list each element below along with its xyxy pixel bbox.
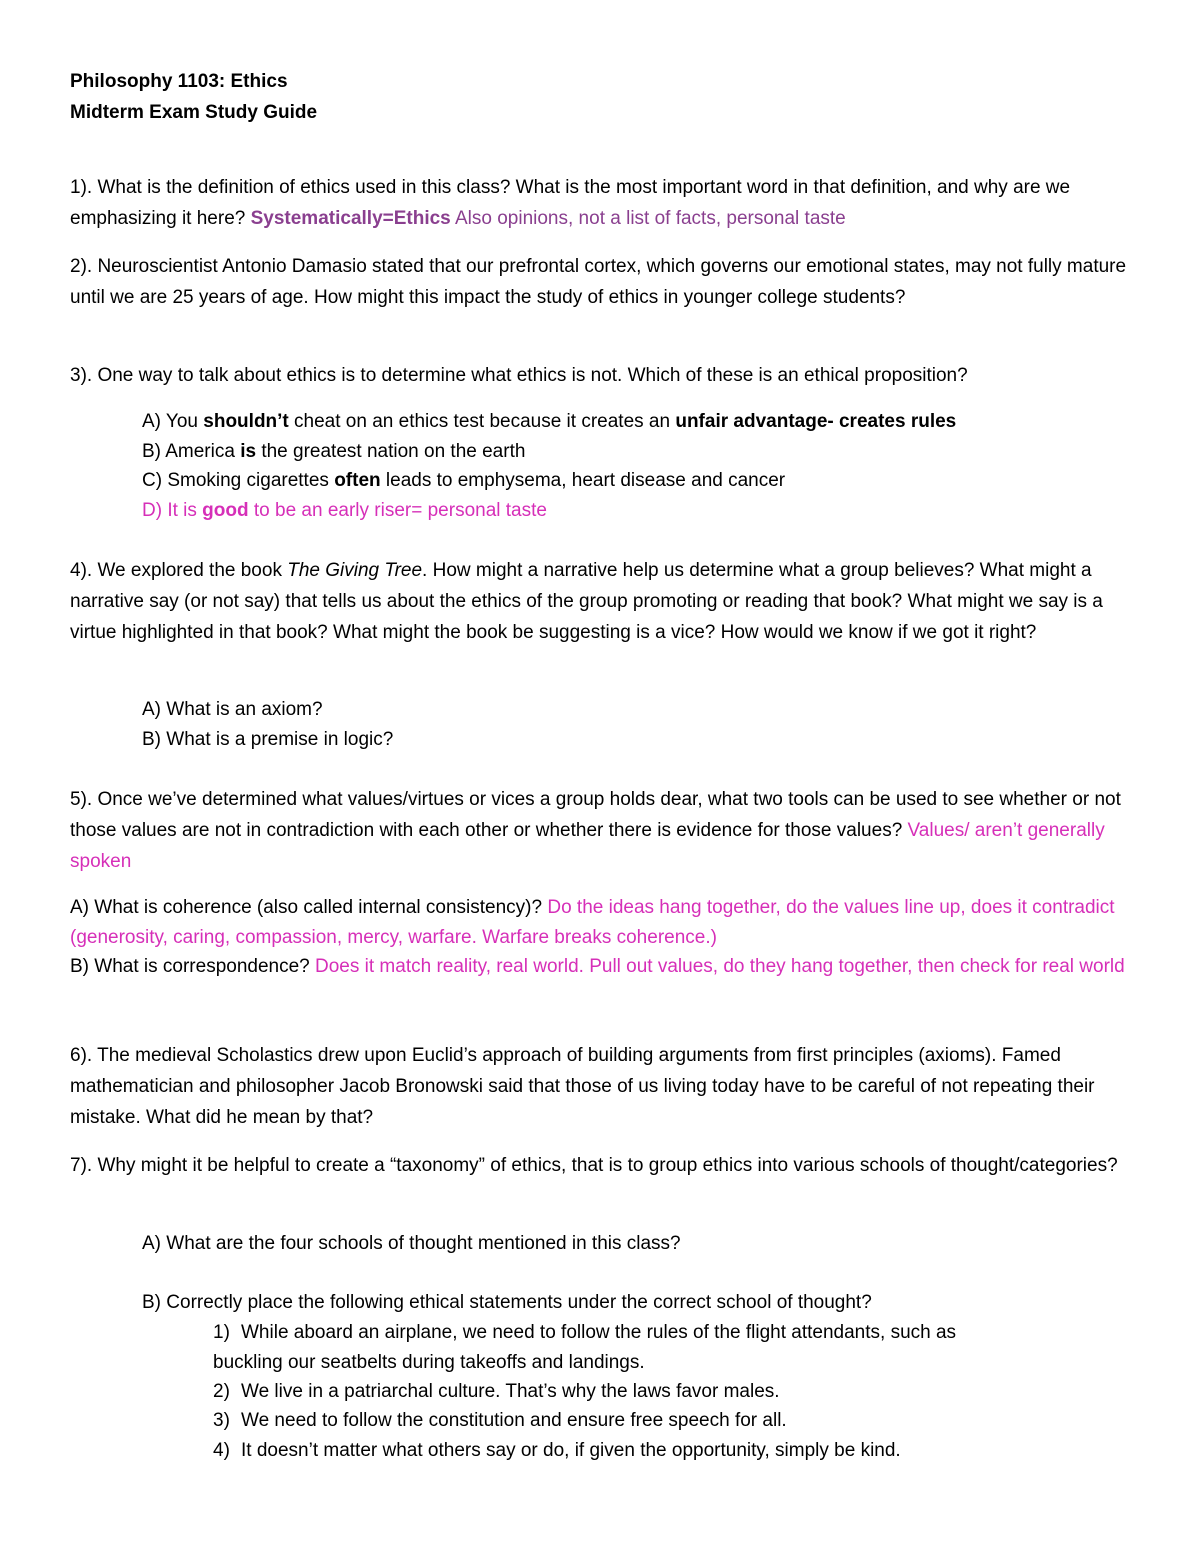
question-4-sub-b: B) What is a premise in logic? — [142, 729, 394, 750]
question-4: 4). We explored the book The Giving Tree. How might a narrative help us determine what a group believes? What might a narrative say (or not say) that tells us about the ethics of the group promoting or reading that book? What might we say is a virtue highlighted in that book? What might the book be suggesting is a vice? How would we know if we got it right? — [70, 560, 1103, 643]
statement-1: 1) While aboard an airplane, we need to follow the rules of the flight attendants, such as buckling our seatbelts during takeoffs and landings. — [213, 1322, 957, 1373]
document-header — [70, 66, 317, 128]
statement-2: 2) We live in a patriarchal culture. That’s why the laws favor males. — [213, 1381, 780, 1402]
question-7: 7). Why might it be helpful to create a “taxonomy” of ethics, that is to group ethics into various schools of thought/categories? — [70, 1155, 1118, 1176]
question-3: 3). One way to talk about ethics is to determine what ethics is not. Which of these is an ethical proposition? — [70, 365, 968, 386]
question-5-sub-b: B) What is correspondence? Does it match reality, real world. Pull out values, do they hang together, then check for real world — [70, 956, 1125, 977]
question-1-text: 1). What is the definition of ethics used in this class? What is the most important word in that definition, and why are we emphasizing it here? — [70, 177, 1071, 229]
question-5-sub-a-answer: Do the ideas hang together, do the values line up, does it contradict (generosity, caring, compassion, mercy, warfare. Warfare breaks coherence.) — [70, 897, 1115, 948]
question-7-sub-a: A) What are the four schools of thought mentioned in this class? — [142, 1233, 681, 1254]
question-5-sub-a: A) What is coherence (also called internal consistency)? Do the ideas hang together, do the values line up, does it contradict (generosity, caring, compassion, mercy, warfare. Warfare breaks coherence.) — [70, 897, 1115, 948]
course-title: Philosophy 1103: Ethics — [70, 71, 288, 92]
question-3-option-a: A) You shouldn’t cheat on an ethics test because it creates an unfair advantage- creates rules — [142, 411, 957, 432]
question-3-option-d: D) It is good to be an early riser= personal taste — [142, 500, 547, 521]
book-title: The Giving Tree — [287, 560, 423, 581]
guide-title: Midterm Exam Study Guide — [70, 102, 318, 123]
question-5-sub-b-answer: Does it match reality, real world. Pull out values, do they hang together, then check for real world — [315, 956, 1125, 977]
question-6: 6). The medieval Scholastics drew upon Euclid’s approach of building arguments from first principles (axioms). Famed mathematician and philosopher Jacob Bronowski said that those of us living today have to be careful of not repeating their mistake. What did he mean by that? — [70, 1045, 1095, 1128]
question-3-option-c: C) Smoking cigarettes often leads to emphysema, heart disease and cancer — [142, 470, 786, 491]
statement-4: 4) It doesn’t matter what others say or do, if given the opportunity, simply be kind. — [213, 1440, 901, 1461]
question-1-answer: Also opinions, not a list of facts, personal taste — [450, 208, 846, 229]
question-5-answer: Values/ aren’t generally spoken — [70, 820, 1105, 872]
question-4-sub-a: A) What is an axiom? — [142, 699, 323, 720]
question-5: 5). Once we’ve determined what values/virtues or vices a group holds dear, what two tools can be used to see whether or not those values are not in contradiction with each other or whether there is evidence for those values? Values/ aren’t generally spoken — [70, 789, 1121, 872]
question-1-answer-bold: Systematically=Ethics — [250, 208, 451, 229]
question-3-option-b: B) America is the greatest nation on the earth — [142, 441, 526, 462]
question-7-sub-b: B) Correctly place the following ethical statements under the correct school of thought? — [142, 1292, 872, 1313]
question-1 — [70, 172, 1140, 234]
question-2: 2). Neuroscientist Antonio Damasio stated that our prefrontal cortex, which governs our emotional states, may not fully mature until we are 25 years of age. How might this impact the study of ethics in younger college students? — [70, 256, 1127, 308]
statement-3: 3) We need to follow the constitution and ensure free speech for all. — [213, 1410, 787, 1431]
